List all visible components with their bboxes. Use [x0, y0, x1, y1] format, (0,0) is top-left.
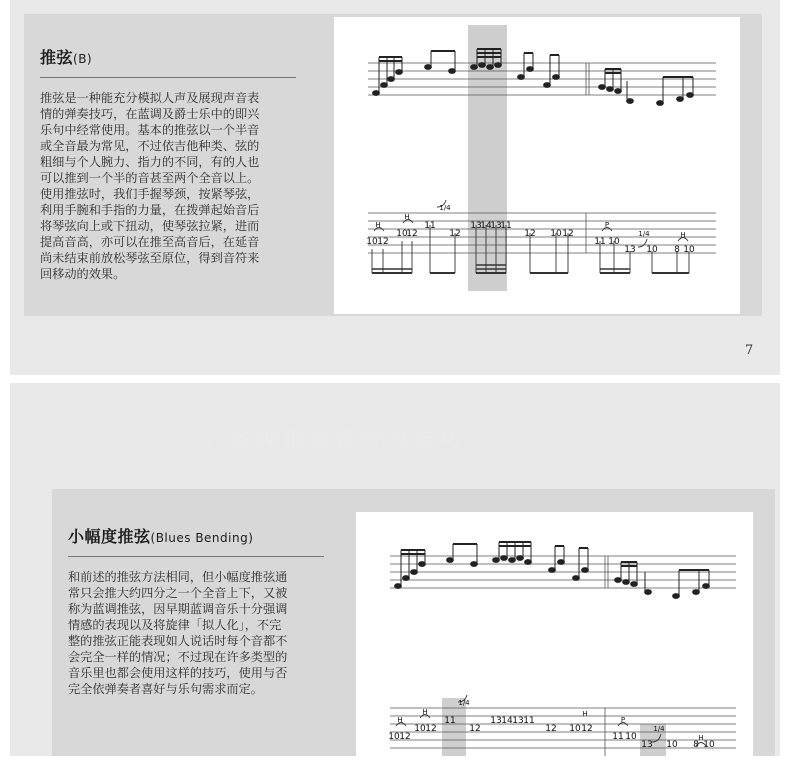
tab-fret: 12	[581, 724, 593, 734]
music-score	[334, 17, 740, 314]
pull-mark: P	[620, 716, 626, 724]
page-number: 7	[745, 343, 754, 358]
notes	[395, 541, 710, 598]
book-page-top	[10, 0, 780, 375]
tab-fret: 14	[480, 221, 492, 231]
tab-fret: 11	[500, 221, 512, 231]
title-rule	[68, 556, 324, 557]
lesson-paragraph: 和前述的推弦方法相同，但小幅度推弦通 常只会推大约四分之一个全音上下，又被 称为蓝调推弦，因早期蓝调音乐十分强调 情感的表现以及将旋律「拟人化」，不完 整的推弦正能表现如人说话时每个音都不 会完全一样的情况；不过现在许多类型的 音乐里也都会使用这样的技巧，使用与否 完全依弹奏者喜好与乐句需求而定。	[68, 570, 288, 696]
tab-fret: 12	[469, 724, 481, 734]
tab-fret: 10	[646, 245, 658, 255]
tab-fret: 12	[377, 237, 389, 247]
tab-fret: 10	[625, 732, 637, 742]
lesson-text	[40, 45, 302, 282]
tab-fret: 13	[490, 716, 502, 726]
tab-fret: 10	[666, 740, 678, 750]
tab-fret: 8	[693, 740, 699, 750]
tab-fret: 13	[624, 245, 636, 255]
tab-fret: 10	[388, 732, 400, 742]
tab-fret: 10	[550, 229, 562, 239]
hammer-mark: H	[698, 734, 704, 742]
tab-fret: 12	[562, 229, 574, 239]
tab-staff	[390, 708, 736, 756]
staff	[368, 63, 716, 95]
tab-fret: 12	[524, 229, 536, 239]
tab-fret: 10	[396, 229, 408, 239]
tab-fret: 12	[545, 724, 557, 734]
bend-label: 1/4	[653, 725, 665, 733]
section-title-suffix: (Blues Bending)	[150, 531, 254, 545]
section-title	[68, 524, 330, 547]
lesson-text	[68, 524, 330, 697]
hammer-mark: H	[397, 716, 403, 724]
music-score	[356, 512, 753, 756]
tab-fret: 8	[674, 245, 680, 255]
tab-staff	[368, 213, 716, 253]
hammer-mark: H	[582, 710, 588, 718]
hammer-mark: H	[680, 231, 686, 239]
tab-fret: 11	[523, 716, 535, 726]
section-title-text: 小幅度推弦	[68, 527, 151, 546]
book-page-bottom	[10, 383, 780, 756]
lesson-paragraph: 推弦是一种能充分模拟人声及展现声音表 情的弹奏技巧，在蓝调及爵士乐中的即兴 乐句中经常使用。基本的推弦以一个半音 或全音最为常见，不过依吉他种类、弦的 粗细与个人腕力、指力的不同，有的人也 可以推到一个半的音甚至两个全音以上。 使用推弦时，我们手握琴颈，按紧琴弦， 利用手腕和手指的力量，在拨弹起始音后 将琴弦向上或下扭动，使琴弦拉紧，进而 提高音高，亦可以在推至高音后，在延音 尚未结束前放松琴弦至原位，得到音符来 回移动的效果。	[40, 91, 260, 281]
tab-fret: 11	[594, 237, 606, 247]
bend-label: 1/4	[458, 699, 470, 707]
tab-fret: 10	[608, 237, 620, 247]
notation-tab-svg	[334, 17, 740, 314]
tab-fret: 13	[470, 221, 482, 231]
tab-fret: 12	[406, 229, 418, 239]
tab-fret: 11	[444, 716, 456, 726]
tab-fret: 10	[414, 724, 426, 734]
tab-fret: 10	[569, 724, 581, 734]
tab-fret: 13	[512, 716, 524, 726]
bend-label: 1/4	[638, 230, 650, 238]
hammer-mark: H	[375, 221, 381, 229]
tab-fret: 11	[612, 732, 624, 742]
section-title-text: 推弦	[40, 48, 74, 67]
section-title	[40, 45, 302, 68]
faint-chapter-heading: 二、各种推弦符号与技巧	[180, 427, 466, 451]
notation-tab-svg	[356, 512, 753, 756]
section-title-suffix: (B)	[73, 52, 93, 66]
tab-fret: 13	[641, 740, 653, 750]
tab-fret: 12	[449, 229, 461, 239]
hammer-mark: H	[404, 213, 410, 221]
notes	[373, 48, 694, 105]
tab-fret: 10	[683, 245, 695, 255]
bend-label: 1/4	[439, 204, 451, 212]
pull-mark: P	[604, 221, 610, 229]
title-rule	[40, 77, 296, 78]
tab-fret: 12	[399, 732, 411, 742]
tab-fret: 14	[501, 716, 513, 726]
hammer-mark: H	[422, 708, 428, 716]
tab-fret: 10	[703, 740, 715, 750]
tab-fret: 13	[490, 221, 502, 231]
tab-fret: 10	[366, 237, 378, 247]
tab-fret: 11	[424, 221, 436, 231]
tab-fret: 12	[425, 724, 437, 734]
